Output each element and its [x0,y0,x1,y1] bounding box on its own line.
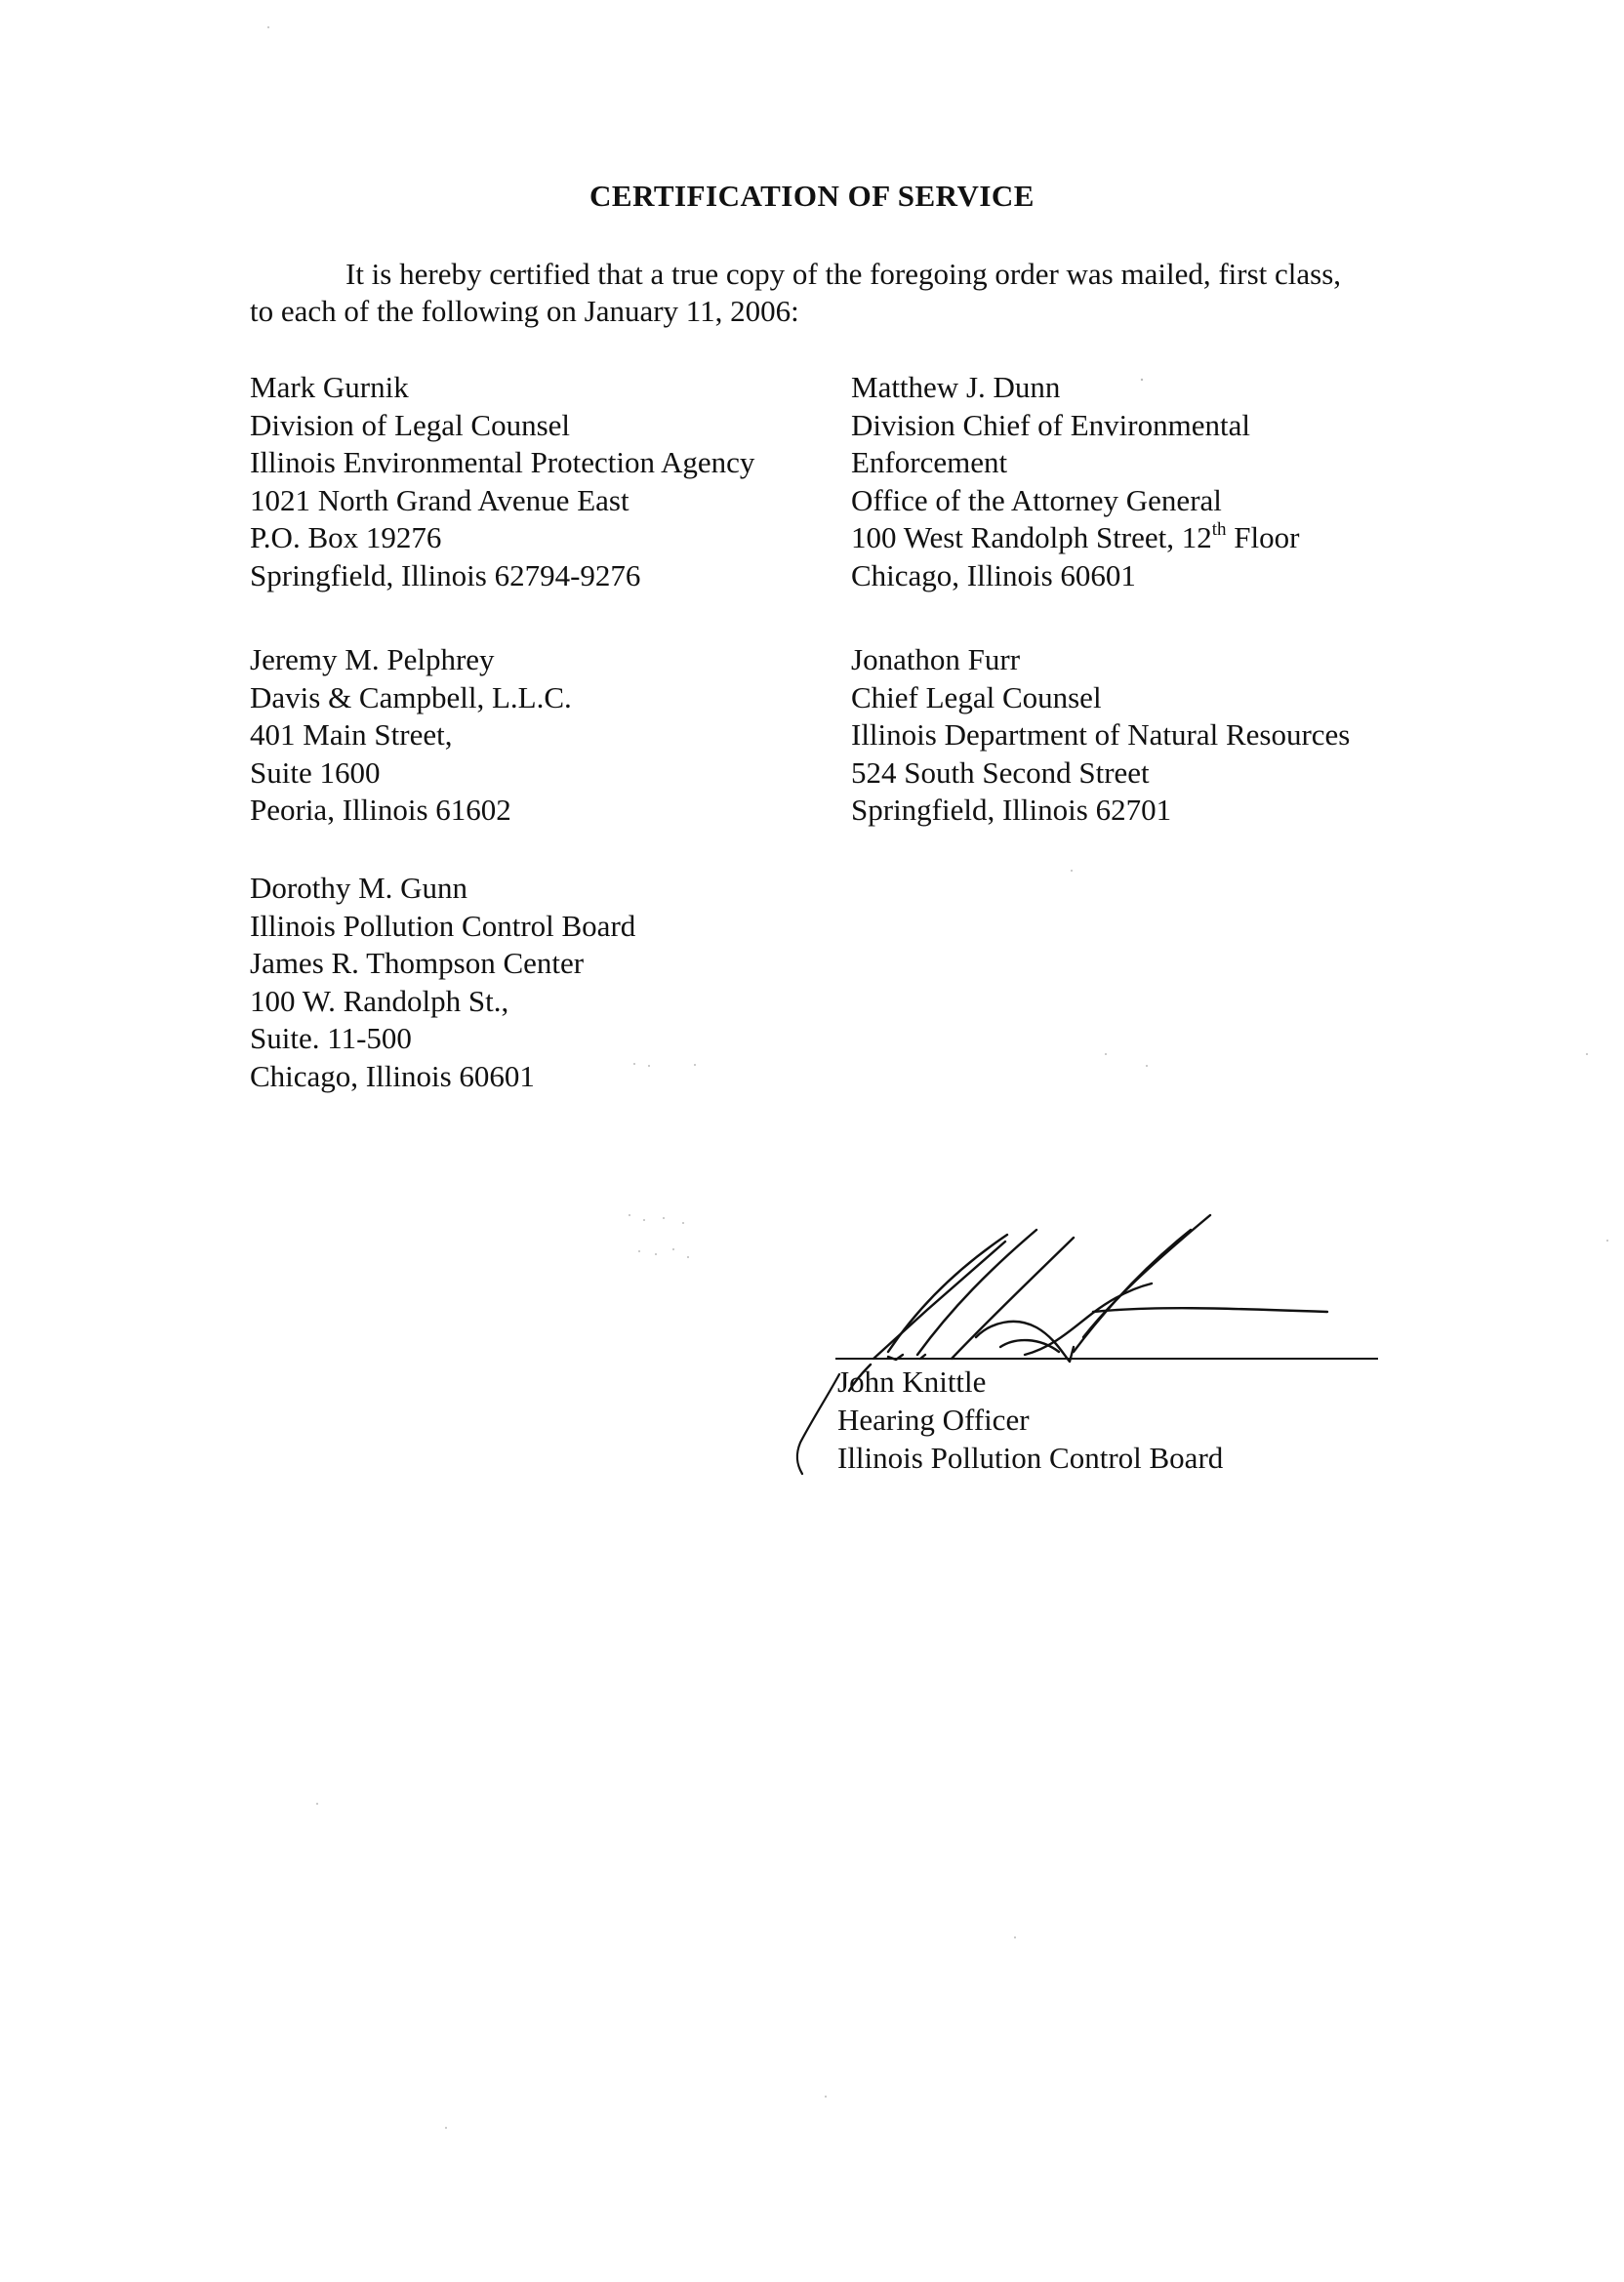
recipient-name: Dorothy M. Gunn [250,871,468,905]
recipient-name: Matthew J. Dunn [851,370,1061,404]
recipient-name: Jeremy M. Pelphrey [250,642,495,676]
signer-name: John Knittle [837,1365,987,1399]
address-line: Illinois Environmental Protection Agency [250,445,755,480]
signer-title: Hearing Officer [837,1403,1030,1437]
address-line: Suite 1600 [250,754,381,790]
address-line: Peoria, Illinois 61602 [250,793,511,828]
address-line: Suite. 11-500 [250,1021,412,1056]
document-title: CERTIFICATION OF SERVICE [589,179,1035,213]
address-line: P.O. Box 19276 [250,520,442,555]
address-line: Illinois Department of Natural Resources [851,717,1351,753]
address-line: Division Chief of Environmental [851,407,1250,442]
recipient-name: Jonathon Furr [851,642,1021,676]
address-line: Illinois Pollution Control Board [250,908,636,943]
recipient-name: Mark Gurnik [250,370,409,404]
intro-line-2: to each of the following on January 11, 2006: [250,294,799,328]
signer-block [837,1363,1223,1477]
signature-line [835,1358,1378,1360]
ordinal-suffix: th [1211,519,1227,541]
address-line [851,519,1299,557]
address-line: Enforcement [851,445,1008,480]
intro-line-1: It is hereby certified that a true copy of the foregoing order was mailed, first class, [345,257,1342,291]
address-line: Chief Legal Counsel [851,679,1102,714]
address-line: Office of the Attorney General [851,482,1222,517]
address-line: Chicago, Illinois 60601 [851,557,1136,592]
address-line: Springfield, Illinois 62701 [851,793,1172,828]
recipient-gurnik [250,369,754,595]
address-line: Division of Legal Counsel [250,407,571,442]
recipient-furr [851,641,1350,830]
recipient-dunn [851,369,1299,595]
signer-organization: Illinois Pollution Control Board [837,1441,1224,1475]
address-line: 100 W. Randolph St., [250,983,509,1018]
recipient-pelphrey [250,641,572,830]
address-line: Davis & Campbell, L.L.C. [250,679,572,714]
address-line: 401 Main Street, [250,717,453,753]
address-line: Springfield, Illinois 62794-9276 [250,557,641,592]
address-line: 1021 North Grand Avenue East [250,482,629,517]
address-line: Chicago, Illinois 60601 [250,1058,535,1093]
floor-text: Floor [1226,520,1300,555]
street-text: 100 West Randolph Street, 12 [851,520,1212,555]
intro-paragraph [250,256,1421,330]
address-line: James R. Thompson Center [250,946,585,981]
address-line: 524 South Second Street [851,754,1150,790]
recipient-gunn [250,870,635,1096]
